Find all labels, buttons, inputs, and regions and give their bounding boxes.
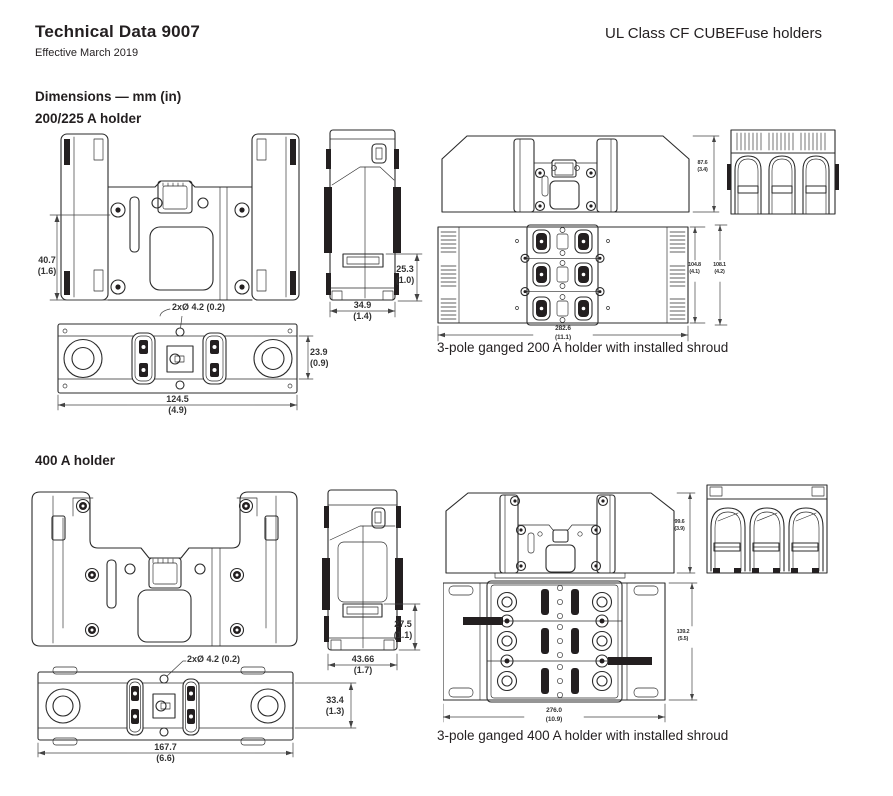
page-title: Technical Data 9007 xyxy=(35,22,201,41)
holder400-plan-drawing xyxy=(25,653,370,795)
holder200-ganged-plan-view xyxy=(437,220,737,350)
dim-holder200-mounting-holes: 2xØ 4.2 (0.2) xyxy=(172,302,226,312)
dim-holder400-side-width: 43.66 (1.7) xyxy=(351,654,375,675)
dim-holder200-plan-depth: 23.9 (0.9) xyxy=(310,347,329,368)
dim-holder400-plan-width: 167.7 (6.6) xyxy=(154,742,177,763)
holder200-side-view-drawing xyxy=(320,125,440,325)
holder400-heading: 400 A holder xyxy=(35,453,116,468)
dim-holder200-ganged-depth-outer: 108.1 (4.2) xyxy=(713,262,726,275)
dim-holder200-ganged-width: 282.6 (11.1) xyxy=(554,325,572,341)
holder400-ganged-plan-view xyxy=(443,576,708,738)
dim-holder200-ganged-depth-inner: 104.8 (4.1) xyxy=(688,262,701,275)
dim-holder200-front-height: 40.7 (1.6) xyxy=(37,255,57,276)
effective-date: Effective March 2019 xyxy=(35,47,139,59)
holder400-plan-view xyxy=(25,653,370,795)
dim-holder400-mounting-holes: 2xØ 4.2 (0.2) xyxy=(187,654,241,664)
holder200-front-view-drawing xyxy=(30,125,322,317)
holder200-front-view xyxy=(30,125,322,317)
holder200-ganged-end-drawing xyxy=(727,126,839,218)
dim-holder200-side-width: 34.9 (1.4) xyxy=(353,300,372,321)
dim-holder200-plan-width: 124.5 (4.9) xyxy=(166,394,189,415)
holder200-side-view xyxy=(320,125,440,325)
holder200-ganged-front-drawing xyxy=(437,126,737,222)
holder400-front-drawing xyxy=(25,478,310,660)
holder200-ganged-front-view xyxy=(437,126,737,222)
holder400-ganged-end-view xyxy=(705,481,840,578)
product-title: UL Class CF CUBEFuse holders xyxy=(604,25,822,42)
dim-holder400-ganged-depth: 139.2 (5.5) xyxy=(676,629,690,642)
dim-holder400-ganged-width: 276.0 (10.9) xyxy=(545,707,563,723)
holder400-front-view xyxy=(25,478,310,660)
dim-holder400-side-slot: 27.5 (1.1) xyxy=(393,619,413,640)
dimensions-heading: Dimensions — mm (in) xyxy=(35,89,182,104)
holder400-ganged-end-drawing xyxy=(705,481,840,578)
holder400-ganged-caption: 3-pole ganged 400 A holder with installed shroud xyxy=(437,728,729,743)
holder200-ganged-end-view xyxy=(727,126,839,218)
dim-holder400-plan-depth: 33.4 (1.3) xyxy=(325,695,345,716)
dim-holder200-side-slot: 25.3 (1.0) xyxy=(395,264,415,285)
holder200-heading: 200/225 A holder xyxy=(35,111,142,126)
holder200-plan-view xyxy=(40,316,332,420)
dim-holder400-ganged-height: 99.6 (3.9) xyxy=(674,519,685,532)
dim-holder200-ganged-height: 87.6 (3.4) xyxy=(697,160,708,173)
holder200-ganged-caption: 3-pole ganged 200 A holder with installed shroud xyxy=(437,340,729,355)
